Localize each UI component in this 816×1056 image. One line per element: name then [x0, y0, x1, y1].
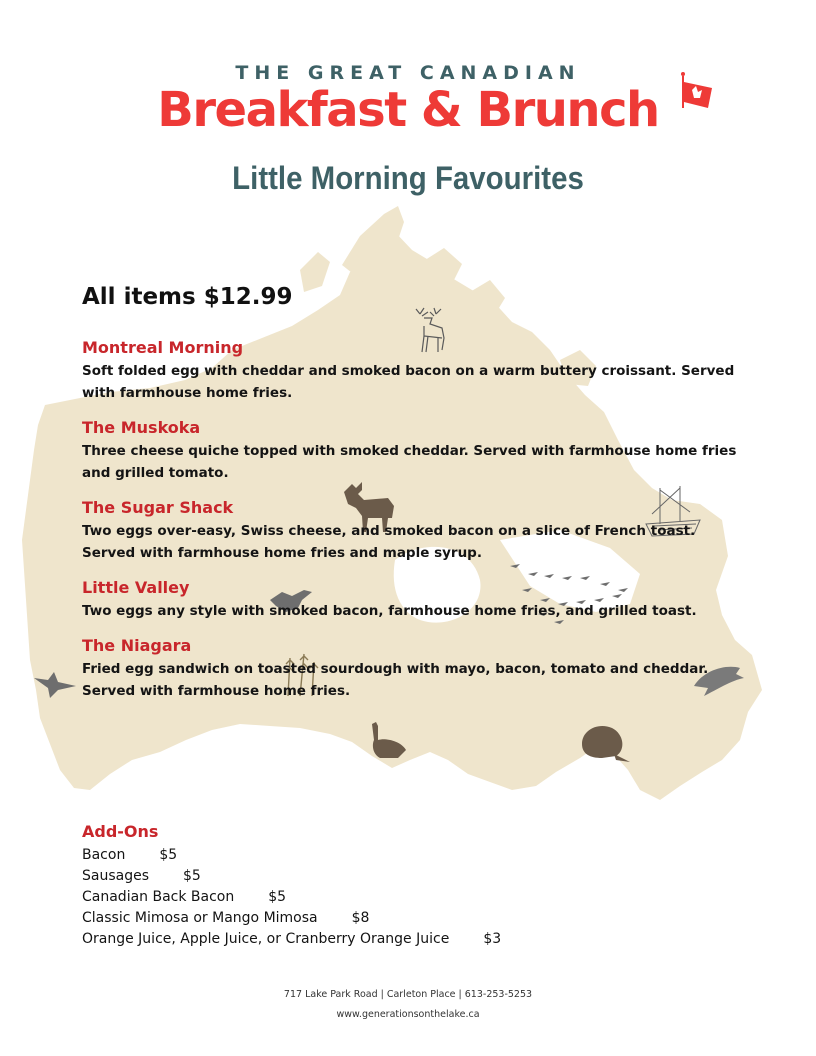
addon-price: $8: [351, 910, 370, 926]
footer: [0, 985, 816, 1025]
addon-name: Orange Juice, Apple Juice, or Cranberry Orange Juice: [82, 931, 450, 947]
menu-item-name: The Muskoka: [82, 418, 201, 437]
canada-flag-icon: [672, 72, 716, 112]
addons-title: Add-Ons: [82, 822, 159, 841]
beaver-icon: [576, 714, 632, 764]
menu-item: [82, 578, 742, 622]
menu-item-description: Two eggs over-easy, Swiss cheese, and smoked bacon on a slice of French toast. Served with farmhouse home fries and maple syrup.: [82, 523, 696, 561]
footer-website[interactable]: www.generationsonthelake.ca: [336, 1009, 480, 1020]
bird-icon: [32, 666, 80, 702]
addon-price: $3: [483, 931, 502, 947]
goose-icon: [364, 718, 410, 766]
addon-name: Classic Mimosa or Mango Mimosa: [82, 910, 318, 926]
menu-item-name: The Niagara: [82, 636, 192, 655]
menu-item-name: Little Valley: [82, 578, 190, 597]
menu-item: [82, 418, 742, 484]
footer-address: 717 Lake Park Road | Carleton Place | 613-253-5253: [283, 989, 533, 1000]
addon-row: [82, 908, 501, 929]
addon-price: $5: [183, 868, 201, 884]
menu-item-description: Fried egg sandwich on toasted sourdough with mayo, bacon, tomato and cheddar. Served with farmhouse home fries.: [82, 661, 709, 699]
menu-item-description: Two eggs any style with smoked bacon, farmhouse home fries, and grilled toast.: [82, 603, 697, 619]
addon-row: [82, 887, 501, 908]
menu-item-description: Soft folded egg with cheddar and smoked bacon on a warm buttery croissant. Served with farmhouse home fries.: [82, 363, 735, 401]
menu-item: [82, 636, 742, 702]
addon-name: Canadian Back Bacon: [82, 889, 235, 905]
addon-price: $5: [159, 847, 178, 863]
addon-row: [82, 929, 501, 950]
menu-item: [82, 338, 742, 404]
addon-name: Sausages: [82, 868, 150, 884]
menu-item-name: The Sugar Shack: [82, 498, 234, 517]
menu-list: [82, 338, 742, 716]
price-heading: All items $12.99: [82, 284, 293, 310]
brand-main-line: Breakfast & Brunch: [157, 82, 659, 138]
menu-item-description: Three cheese quiche topped with smoked cheddar. Served with farmhouse home fries and grilled tomato.: [82, 443, 737, 481]
addon-row: [82, 845, 501, 866]
addon-name: Bacon: [82, 847, 126, 863]
page-title: Little Morning Favourites: [232, 160, 584, 196]
addon-row: [82, 866, 501, 887]
addons-section: [82, 822, 501, 950]
addon-price: $5: [268, 889, 287, 905]
menu-item-name: Montreal Morning: [82, 338, 244, 357]
menu-item: [82, 498, 742, 564]
brand-top-line: THE GREAT CANADIAN: [235, 62, 581, 84]
